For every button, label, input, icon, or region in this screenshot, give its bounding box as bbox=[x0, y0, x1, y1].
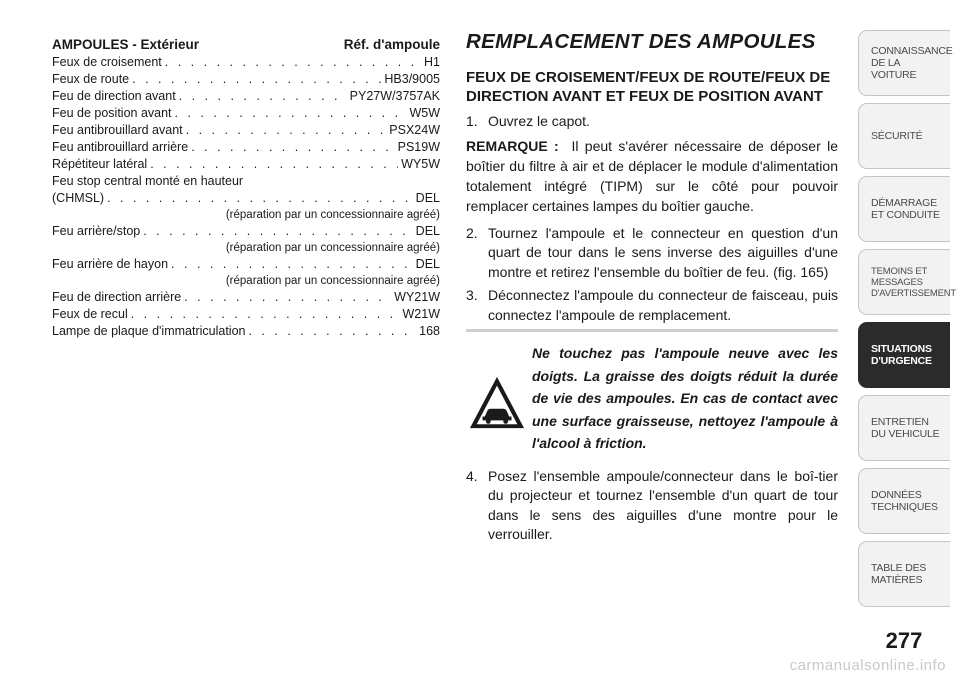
row-value: H1 bbox=[424, 55, 440, 69]
table-row bbox=[52, 323, 440, 340]
table-row bbox=[52, 139, 440, 156]
nav-tab-label: MATIÈRES bbox=[871, 574, 923, 586]
row-label: Feu arrière de hayon bbox=[52, 257, 169, 271]
table-row bbox=[52, 156, 440, 173]
step-4 bbox=[466, 467, 838, 545]
table-heading-right: Réf. d'ampoule bbox=[343, 37, 440, 52]
nav-tab-4[interactable] bbox=[858, 322, 950, 388]
table-row bbox=[52, 88, 440, 105]
table-row bbox=[52, 122, 440, 139]
nav-tab-label: SITUATIONS bbox=[871, 343, 932, 355]
row-value: DEL bbox=[415, 191, 440, 205]
nav-tab-label: ET CONDUITE bbox=[871, 209, 940, 221]
note-text: Il peut s'avérer nécessaire de déposer le boîtier du filtre à air et de déplacer le module d'alimentation totalement intégré (TIPM) sur le côté pour pouvoir remplacer certaines lampes du boîtier gauche. bbox=[466, 137, 838, 214]
step-3 bbox=[466, 286, 838, 325]
nav-tab-label: TECHNIQUES bbox=[871, 501, 938, 513]
row-label: Répétiteur latéral bbox=[52, 157, 148, 171]
row-value: W21W bbox=[402, 307, 440, 321]
nav-tab-label: ENTRETIEN bbox=[871, 416, 929, 428]
row-value: DEL bbox=[415, 224, 440, 238]
dot-leader bbox=[143, 223, 412, 240]
row-label: Feux de route bbox=[52, 72, 130, 86]
nav-tab-7[interactable] bbox=[858, 541, 950, 607]
nav-tab-1[interactable] bbox=[858, 103, 950, 169]
row-label: Feu de direction arrière bbox=[52, 290, 182, 304]
warning-text: Ne touchez pas l'ampoule neuve avec les doigts. La graisse des doigts réduit la durée de vie des ampoules. En cas de contact avec une surface graisseuse, nettoyez l'ampoule à l'alcool à friction. bbox=[532, 345, 838, 451]
dot-leader bbox=[175, 105, 407, 122]
dot-leader bbox=[184, 289, 391, 306]
step-2 bbox=[466, 224, 838, 283]
dot-leader bbox=[191, 139, 394, 156]
chmsl-line1: Feu stop central monté en hauteur bbox=[52, 174, 244, 188]
note-paragraph bbox=[466, 136, 838, 216]
nav-tab-label: MESSAGES bbox=[871, 276, 923, 288]
dot-leader bbox=[248, 323, 416, 340]
table-row bbox=[52, 105, 440, 122]
nav-tab-label: SÉCURITÉ bbox=[871, 130, 923, 142]
nav-tab-label: CONNAISSANCE bbox=[871, 45, 953, 57]
dot-leader bbox=[179, 88, 347, 105]
chapter-nav bbox=[858, 30, 957, 614]
page-number: 277 bbox=[885, 628, 923, 653]
step-number: 3. bbox=[466, 287, 478, 303]
row-label: Feu de direction avant bbox=[52, 89, 176, 103]
nav-tab-label: DÉMARRAGE bbox=[871, 197, 937, 209]
nav-tab-label: D'AVERTISSEMENT bbox=[871, 287, 957, 299]
step-number: 1. bbox=[466, 113, 478, 129]
row-value: HB3/9005 bbox=[384, 72, 440, 86]
dot-leader bbox=[150, 156, 398, 173]
bulb-replacement-section bbox=[466, 30, 838, 549]
nav-tab-label: DU VEHICULE bbox=[871, 428, 940, 440]
nav-tab-label: TABLE DES bbox=[871, 562, 927, 574]
nav-tab-label: DE LA VOITURE bbox=[871, 57, 917, 81]
row-value: WY21W bbox=[394, 290, 440, 304]
row-label: Lampe de plaque d'immatriculation bbox=[52, 324, 246, 338]
nav-tab-2[interactable] bbox=[858, 176, 950, 242]
nav-tab-6[interactable] bbox=[858, 468, 950, 534]
row-label: Feu de position avant bbox=[52, 106, 172, 120]
row-value: W5W bbox=[409, 106, 440, 120]
table-row bbox=[52, 256, 440, 289]
row-label: Feu antibrouillard arrière bbox=[52, 140, 189, 154]
table-row bbox=[52, 223, 440, 256]
warning-divider bbox=[466, 329, 838, 332]
row-value: WY5W bbox=[401, 157, 440, 171]
dot-leader bbox=[132, 71, 381, 88]
table-row bbox=[52, 289, 440, 306]
bulb-reference-table bbox=[52, 36, 440, 340]
section-title: REMPLACEMENT DES AMPOULES bbox=[466, 30, 816, 53]
dot-leader bbox=[171, 256, 413, 273]
watermark: carmanualsonline.info bbox=[789, 657, 946, 674]
row-label: Feu antibrouillard avant bbox=[52, 123, 183, 137]
row-note: (réparation par un concessionnaire agréé) bbox=[225, 242, 440, 254]
row-note: (réparation par un concessionnaire agréé) bbox=[225, 209, 440, 221]
warning-box bbox=[466, 342, 838, 455]
row-label: (CHMSL) bbox=[52, 191, 105, 205]
step-number: 4. bbox=[466, 467, 478, 484]
step-1 bbox=[466, 112, 838, 132]
table-row bbox=[52, 306, 440, 323]
dot-leader bbox=[186, 122, 387, 139]
nav-tab-label: TEMOINS ET bbox=[871, 265, 928, 277]
section-subtitle: FEUX DE CROISEMENT/FEUX DE ROUTE/FEUX DE DIRECTION AVANT ET FEUX DE POSITION AVANT bbox=[466, 69, 831, 105]
step-text: Tournez l'ampoule et le connecteur en question d'un quart de tour dans le sens inverse des aiguilles d'une montre et retirez l'ensemble du boîtier de feu. (fig. 165) bbox=[488, 224, 838, 280]
row-note: (réparation par un concessionnaire agréé) bbox=[225, 275, 440, 287]
step-text: Déconnectez l'ampoule du connecteur de faisceau, puis connectez l'ampoule de remplacement. bbox=[488, 287, 838, 323]
row-value: PSX24W bbox=[389, 123, 440, 137]
nav-tab-0[interactable] bbox=[858, 30, 953, 96]
table-header bbox=[52, 36, 440, 54]
table-row bbox=[52, 71, 440, 88]
row-label: Feux de recul bbox=[52, 307, 128, 321]
nav-tab-3[interactable] bbox=[858, 249, 957, 315]
step-number: 2. bbox=[466, 224, 478, 241]
row-value: 168 bbox=[419, 324, 440, 338]
row-value: PY27W/3757AK bbox=[349, 89, 440, 103]
dot-leader bbox=[131, 306, 400, 323]
note-label: REMARQUE : bbox=[466, 137, 559, 154]
nav-tab-label: D'URGENCE bbox=[871, 355, 932, 367]
row-value: PS19W bbox=[397, 140, 440, 154]
row-value: DEL bbox=[415, 257, 440, 271]
step-text: Posez l'ensemble ampoule/connecteur dans le boî-tier du projecteur et tournez l'ensemble d'un quart de tour dans le sens des aiguilles d'une montre pour le verrouiller. bbox=[488, 467, 838, 542]
row-label: Feu arrière/stop bbox=[52, 224, 141, 238]
table-heading-left: AMPOULES - Extérieur bbox=[52, 37, 200, 52]
row-label: Feux de croisement bbox=[52, 55, 162, 69]
dot-leader bbox=[165, 54, 421, 71]
nav-tab-label: DONNÉES bbox=[871, 489, 922, 501]
nav-tab-5[interactable] bbox=[858, 395, 950, 461]
table-row bbox=[52, 54, 440, 71]
dot-leader bbox=[107, 190, 413, 207]
step-text: Ouvrez le capot. bbox=[488, 113, 590, 129]
table-row-chmsl bbox=[52, 173, 440, 223]
warning-triangle-car-icon bbox=[468, 374, 526, 432]
